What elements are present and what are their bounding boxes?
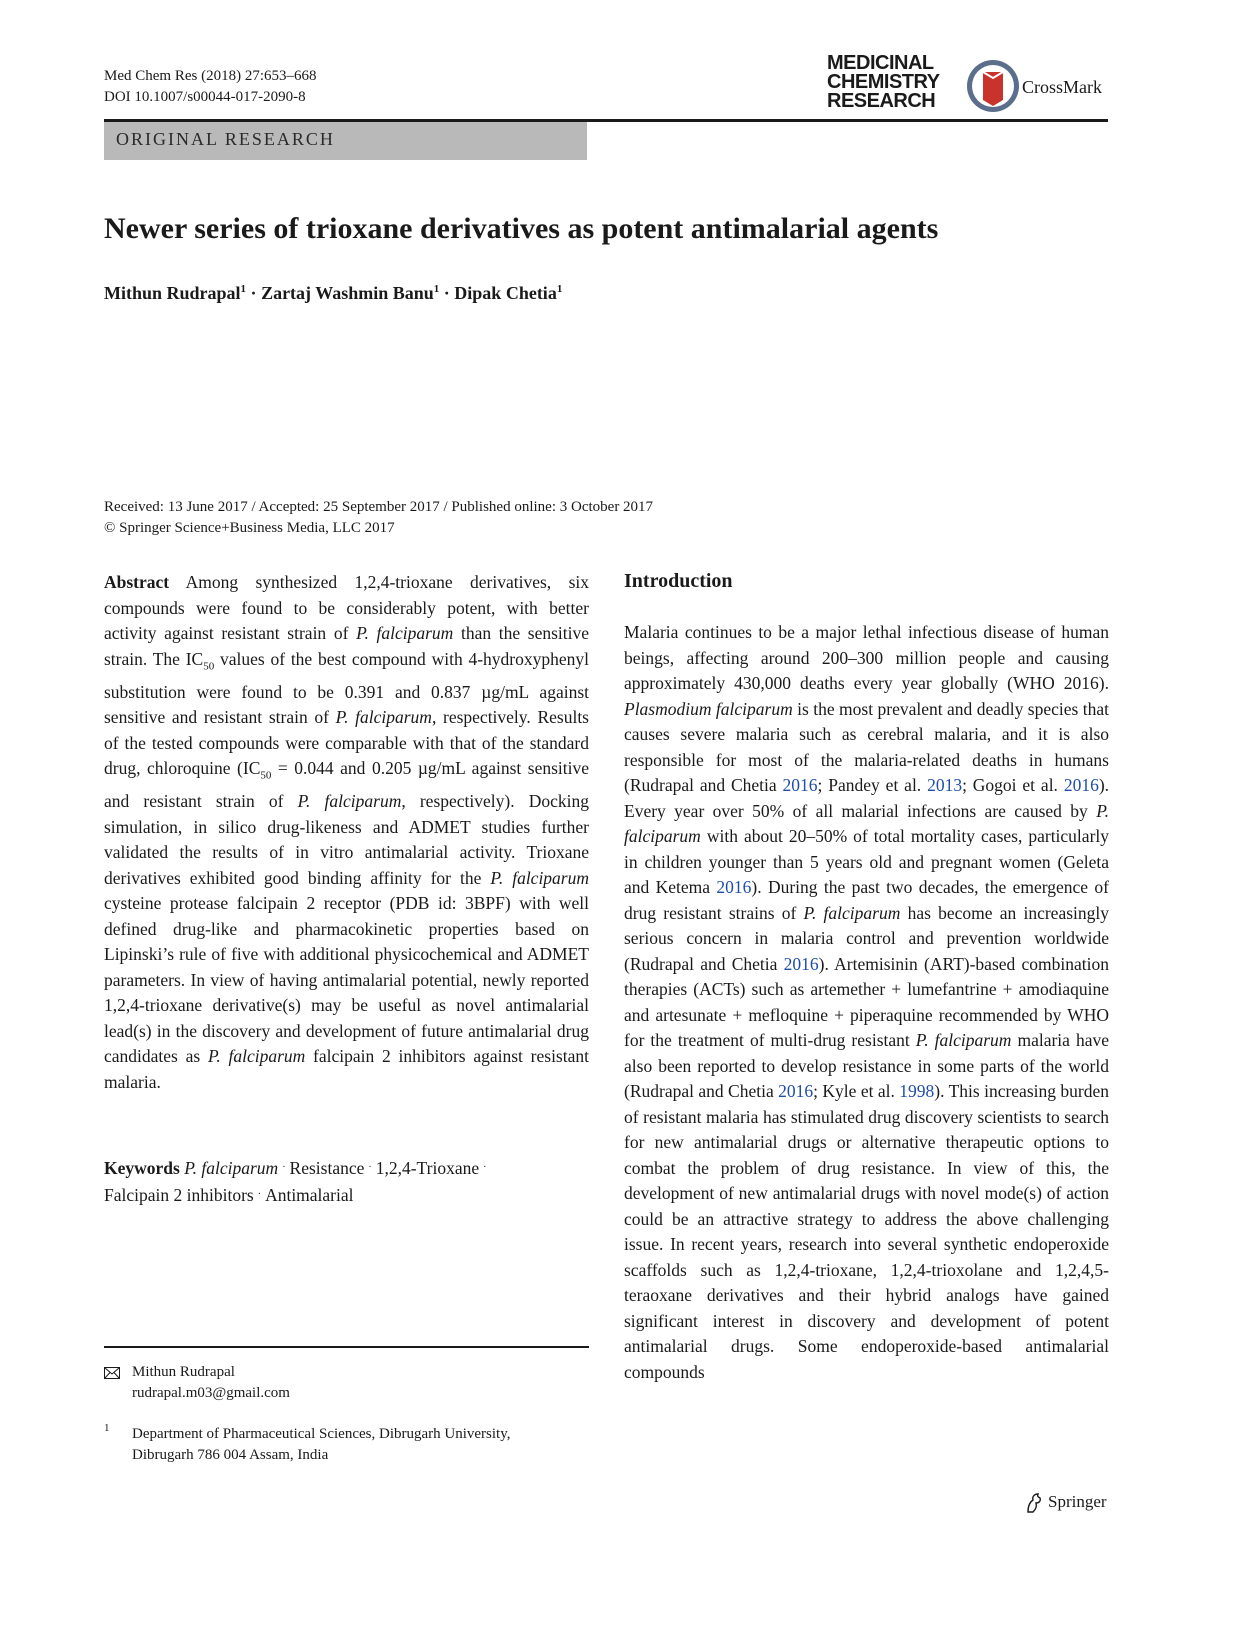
subscript: 50: [260, 769, 272, 782]
intro-text: ; Gogoi et al.: [962, 775, 1058, 795]
intro-text: Malaria continues to be a major lethal infectious disease of human beings, affecting around 200–300 million people and causing approximately 430,000 deaths every year globally (WHO 2016).: [624, 622, 1109, 693]
intro-text: ). Every year over 50% of all malarial infections are caused by: [624, 775, 1110, 821]
species-name: P. falciparum: [356, 623, 454, 643]
crossmark-label[interactable]: CrossMark: [1022, 77, 1102, 97]
intro-text: malaria have also been reported to develop resistance in some parts of the world (Rudrapal and Chetia: [624, 1030, 1109, 1101]
keyword: Falcipain 2 inhibitors: [104, 1184, 254, 1205]
keyword: 1,2,4-Trioxane: [375, 1158, 480, 1178]
citation-link[interactable]: 2016: [778, 1081, 814, 1101]
abstract-text: , respectively). Docking simulation, in silico drug-likeness and ADMET studies further validated the results of in vitro antimalarial activity. Trioxane derivatives exhibited good binding affinity for the: [104, 791, 590, 888]
species-name: P. falciparum: [803, 902, 901, 923]
affiliation-line: Department of Pharmaceutical Sciences, Dibrugarh University,: [132, 1426, 511, 1442]
intro-text: with about 20–50% of total mortality cases, particularly in children younger than 5 years old and pregnant women (Geleta and Ketema: [624, 826, 1110, 897]
journal-logo-line: CHEMISTRY: [827, 71, 940, 93]
abstract-text: Among synthesized 1,2,4-trioxane derivatives, six compounds were found to be considerably potent, with better activity against resistant strain of: [104, 572, 589, 643]
abstract-label: Abstract: [104, 572, 170, 592]
keyword: Antimalarial: [265, 1184, 354, 1205]
intro-text: ). During the past two decades, the emergence of drug resistant strains of: [624, 877, 1110, 923]
footnote-rule: [104, 1346, 589, 1348]
intro-text: ). Artemisinin (ART)-based combination therapies (ACTs) such as artemether + lumefantrine + amodiaquine and artesunate + mefloquine + piperaquine recommended by WHO for the treatment of multi-drug resistant: [624, 953, 1109, 1050]
publication-dates: [104, 497, 653, 539]
journal-logo: [827, 54, 940, 111]
author-separator: ·: [250, 283, 257, 303]
introduction-body: [624, 620, 1109, 1385]
citation-link[interactable]: 2016: [782, 775, 818, 795]
citation-link[interactable]: 2013: [927, 775, 963, 795]
intro-text: ; Kyle et al.: [813, 1081, 895, 1101]
author-name[interactable]: Dipak Chetia: [454, 283, 557, 303]
author-name[interactable]: Mithun Rudrapal: [104, 283, 241, 303]
citation-link[interactable]: 1998: [899, 1081, 935, 1101]
abstract-text: , respectively. Results of the tested compounds were comparable with that of the standard drug, chloroquine (IC: [104, 707, 589, 778]
envelope-icon: [104, 1366, 124, 1380]
keywords-label: Keywords: [104, 1158, 180, 1178]
intro-text: ; Pandey et al.: [817, 775, 922, 795]
journal-logo-line: MEDICINAL: [827, 52, 934, 74]
springer-horse-icon: [1024, 1492, 1044, 1514]
affiliation-marker: 1: [433, 283, 440, 295]
keyword-separator: ·: [368, 1162, 372, 1173]
copyright-line: © Springer Science+Business Media, LLC 2017: [104, 520, 395, 536]
journal-citation: Med Chem Res (2018) 27:653–668: [104, 68, 317, 84]
introduction-heading: Introduction: [624, 570, 733, 592]
dates-line: Received: 13 June 2017 / Accepted: 25 September 2017 / Published online: 3 October 2017: [104, 499, 654, 515]
species-name: P. falciparum: [335, 707, 432, 727]
affiliation-marker: 1: [556, 283, 563, 295]
corresponding-author: Mithun Rudrapal: [132, 1364, 235, 1380]
citation-link[interactable]: 2016: [1063, 775, 1099, 795]
citation-link[interactable]: 2016: [783, 953, 819, 974]
subscript: 50: [203, 660, 215, 672]
abstract-text: than the sensitive strain. The IC: [104, 623, 590, 669]
doi[interactable]: DOI 10.1007/s00044-017-2090-8: [104, 89, 306, 105]
publisher-logo: Springer: [1048, 1492, 1107, 1511]
keyword-separator: ·: [282, 1162, 286, 1173]
keyword-separator: ·: [257, 1188, 262, 1200]
affiliation-marker: 1: [240, 283, 247, 295]
species-name: Plasmodium falciparum: [624, 698, 793, 719]
crossmark-icon[interactable]: [966, 58, 1020, 114]
keywords: [104, 1155, 589, 1208]
species-name: P. falciparum: [915, 1030, 1012, 1050]
abstract-text: values of the best compound with 4-hydroxyphenyl substitution were found to be 0.391 and 0.837 µg/mL against sensitive and resistant strain of: [104, 648, 589, 727]
abstract-text: falcipain 2 inhibitors against resistant malaria.: [104, 1046, 589, 1092]
abstract-text: = 0.044 and 0.205 µg/mL against sensitive and resistant strain of: [104, 758, 590, 811]
species-name: P. falciparum: [207, 1046, 306, 1066]
section-label: ORIGINAL RESEARCH: [116, 129, 335, 149]
author-separator: ·: [443, 283, 450, 303]
intro-text: ). This increasing burden of resistant malaria has stimulated drug discovery scientists to search for new antimalarial drugs or alternative therapeutic options to combat the problem of drug resistance. In view of this, the development of new antimalarial drugs with novel mode(s) of action could be an attractive strategy to address the above challenging issue. In recent years, research into several synthetic endoperoxide scaffolds such as 1,2,4-trioxane, 1,2,4-trioxolane and 1,2,4,5-teraoxane derivatives and their hybrid analogs have gained significant interest in discovery and development of potent antimalarial drugs. Some endoperoxide-based antimalarial compounds: [624, 1081, 1109, 1382]
journal-logo-line: RESEARCH: [827, 90, 936, 112]
citation-link[interactable]: 2016: [716, 877, 752, 897]
species-name: P. falciparum: [490, 867, 590, 888]
keyword: Resistance: [289, 1158, 365, 1178]
author-name[interactable]: Zartaj Washmin Banu: [261, 283, 434, 303]
species-name: P. falciparum: [624, 800, 1110, 846]
email-link[interactable]: rudrapal.m03@gmail.com: [132, 1385, 290, 1401]
keyword-separator: ·: [483, 1162, 487, 1173]
author-list: [104, 283, 562, 304]
keyword: P. falciparum: [184, 1158, 279, 1178]
article-title: Newer series of trioxane derivatives as potent antimalarial agents: [104, 212, 939, 245]
affiliation-line: Dibrugarh 786 004 Assam, India: [132, 1447, 329, 1463]
species-name: P. falciparum: [297, 791, 402, 811]
intro-text: has become an increasingly serious concern in malaria control and prevention worldwide (Rudrapal and Chetia: [624, 902, 1109, 974]
abstract-text: cysteine protease falcipain 2 receptor (PDB id: 3BPF) with well defined drug-like and pharmacokinetic properties based on Lipinski’s rule of five with additional physicochemical and ADMET parameters. In view of having antimalarial potential, newly reported 1,2,4-trioxane derivative(s) may be useful as novel antimalarial lead(s) in the discovery and development of future antimalarial drug candidates as: [104, 893, 589, 1066]
abstract: [104, 570, 589, 1095]
intro-text: is the most prevalent and deadly species that causes severe malaria such as cerebral malaria, and it is also responsible for most of the malaria-related deaths in humans (Rudrapal and Chetia: [624, 698, 1109, 795]
affiliation-number: 1: [104, 1422, 110, 1434]
